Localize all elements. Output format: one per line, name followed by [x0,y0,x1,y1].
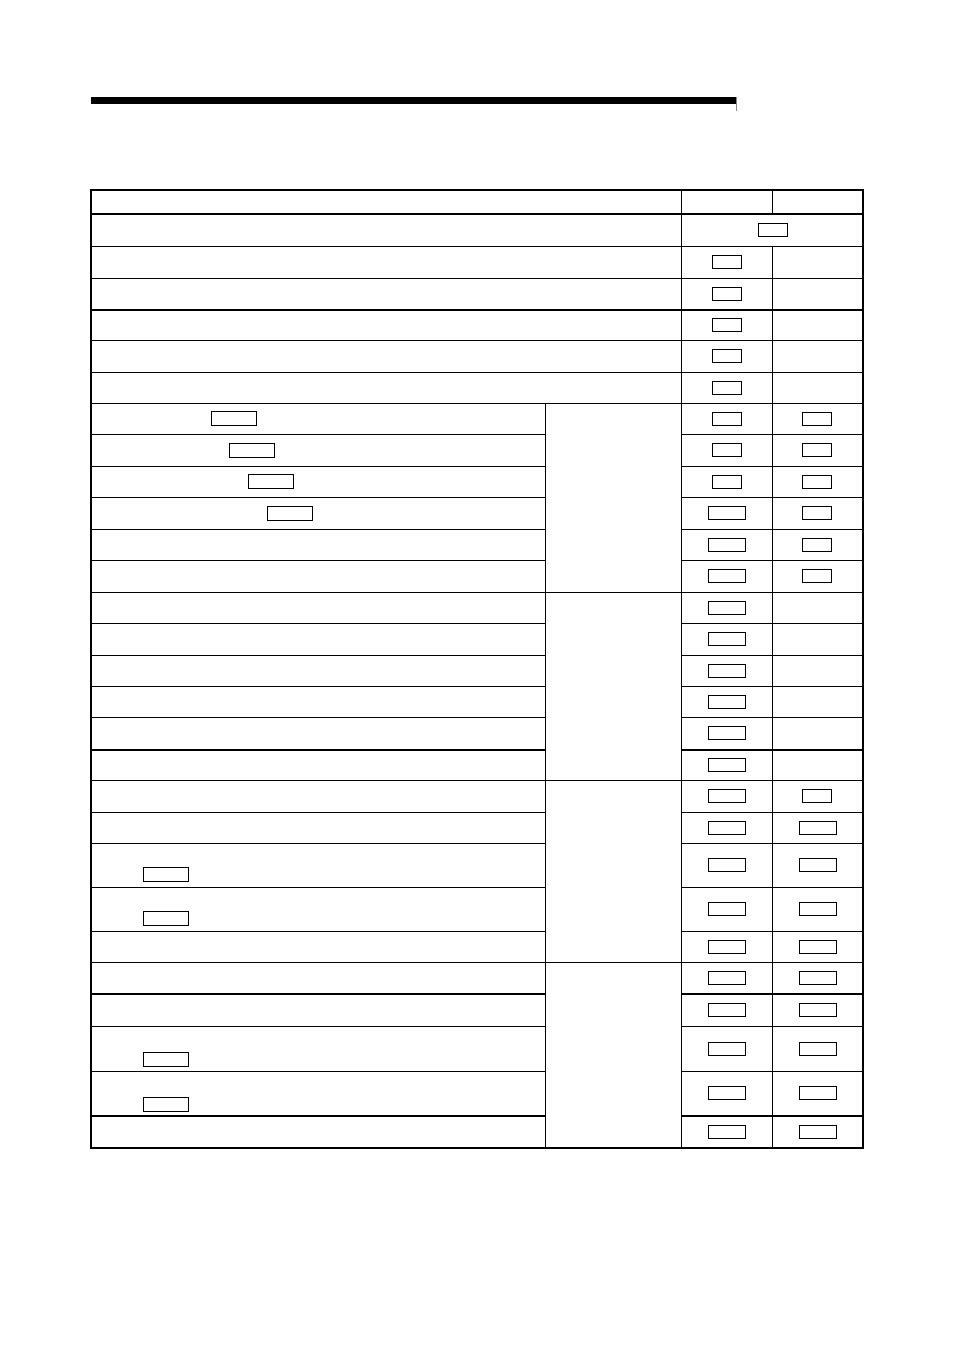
table-row-divider [90,655,545,656]
value-box [708,664,746,678]
table-row-divider [90,278,864,279]
value-box [708,601,746,615]
table-row-divider [90,529,545,530]
value-box [712,475,742,489]
table-row-divider [90,686,545,687]
column-divider [772,189,773,213]
table-row-divider [90,466,545,467]
group-divider [545,592,681,593]
table-row-divider [90,372,864,373]
table-row-divider [90,993,545,995]
table-row-divider [90,340,864,341]
inline-field-box [211,411,257,426]
value-box [708,758,746,772]
table-row-divider [90,309,864,311]
value-box [708,569,746,583]
value-box [799,902,837,916]
table-row-divider [90,931,545,932]
value-box [802,569,832,583]
table-row-divider [90,717,545,718]
value-box [708,538,746,552]
value-box [708,858,746,872]
value-box [708,726,746,740]
value-box [708,1125,746,1139]
group-divider [545,962,681,963]
value-box [799,1042,837,1056]
value-box [708,1003,746,1017]
table-row-divider [90,962,864,963]
inline-field-box [143,867,189,882]
inline-field-box [143,911,189,926]
value-box [712,255,742,269]
inline-field-box [229,443,275,458]
value-box [712,318,742,332]
value-box [708,695,746,709]
table-row-divider [90,213,864,215]
inline-field-box [267,506,313,521]
value-box [708,506,746,520]
value-box [802,475,832,489]
inline-field-box [143,1052,189,1067]
value-box [758,223,788,237]
table-row-divider [90,434,545,435]
value-box [802,789,832,803]
column-divider [545,403,546,1148]
table-row-divider [90,497,545,498]
value-box [712,349,742,363]
table-row-divider [90,246,864,247]
table-row-divider [90,403,864,404]
table-row-divider [90,1071,545,1072]
value-box [708,789,746,803]
value-box [802,538,832,552]
value-box [712,381,742,395]
value-box [799,1125,837,1139]
table-row-divider [90,1115,545,1117]
table-row-divider [90,887,545,888]
value-box [799,858,837,872]
value-box [708,971,746,985]
inline-field-box [248,474,294,489]
value-box [799,821,837,835]
value-box [712,412,742,426]
value-box [799,1086,837,1100]
value-box [708,1042,746,1056]
header-rule [91,97,736,104]
value-box [708,632,746,646]
table-row-divider [90,812,545,813]
value-box [802,412,832,426]
column-divider [772,246,773,1148]
value-box [802,443,832,457]
inline-field-box [143,1097,189,1112]
header-rule-tick [736,97,737,111]
value-box [799,1003,837,1017]
column-divider [681,189,682,1148]
value-box [708,821,746,835]
table-row-divider [90,592,864,593]
table-row-divider [90,560,545,561]
value-box [799,940,837,954]
value-box [799,971,837,985]
value-box [708,902,746,916]
value-box [712,443,742,457]
table-row-divider [90,623,545,624]
spec-table [90,189,864,1149]
value-box [712,287,742,301]
value-box [708,940,746,954]
group-divider [545,780,681,781]
value-box [802,506,832,520]
table-row-divider [90,780,864,781]
table-row-divider [90,1026,545,1027]
value-box [708,1086,746,1100]
table-row-divider [90,843,545,844]
table-row-divider [90,749,545,751]
